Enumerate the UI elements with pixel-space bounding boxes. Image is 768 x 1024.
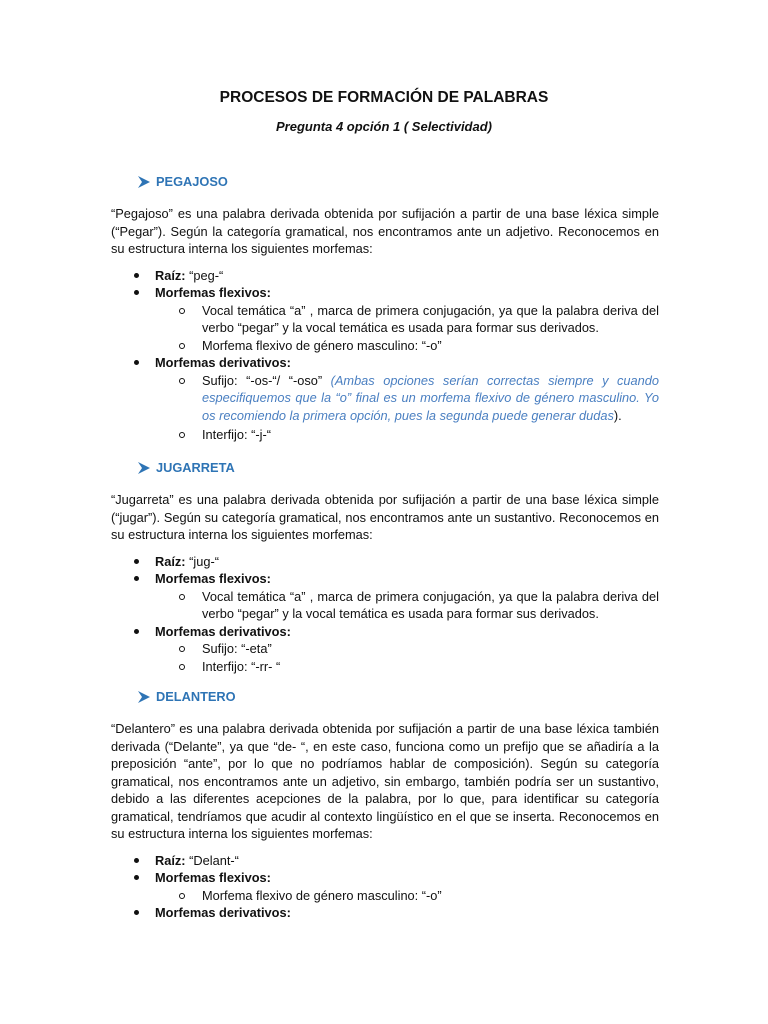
bullet-icon: [134, 858, 139, 863]
list-item-raiz: Raíz: “peg-“: [111, 267, 659, 285]
sublist-item: Morfema flexivo de género masculino: “-o”: [111, 337, 659, 355]
sublist-item-interfijo: Interfijo: “-j-“: [111, 426, 659, 444]
list-item-derivativos: Morfemas derivativos:: [111, 623, 659, 641]
sublist-item: Vocal temática “a” , marca de primera conjugación, ya que la palabra deriva del verbo “pegar” y la vocal temática es usada para formar sus derivados.: [111, 302, 659, 337]
section-heading-text: JUGARRETA: [156, 460, 235, 476]
list-item-flexivos: Morfemas flexivos:: [111, 869, 659, 887]
sufijo-note: (Ambas opciones serían correctas siempre y cuando especifiquemos que la “o” final es un morfema flexivo de género masculino. Yo os recomiendo la primera opción, pues la segunda puede generar dudas: [202, 372, 659, 423]
bullet-icon: [134, 360, 139, 365]
section-heading: [135, 459, 659, 477]
section-delantero: [111, 688, 659, 922]
morpheme-list: [111, 852, 659, 922]
section-paragraph: “Delantero” es una palabra derivada obtenida por sufijación a partir de una base léxica también derivada (“Delante”, ya que “de- “, en este caso, funciona como un prefijo que se añadiría a la preposición “ante”, por lo que no podríamos hablar de composición). Según su categoría gramatical, nos encontramos ante un adjetivo, sin embargo, también podría ser un sustantivo, debido a las diferentes acepciones de la palabra, por lo que, para identificar su categoría gramatical, tendríamos que acudir al contexto lingüístico en el que se inserta. Reconocemos en su estructura interna los siguientes morfemas:: [111, 721, 659, 841]
sublist-item-interfijo: Interfijo: “-rr- “: [111, 658, 659, 676]
circle-bullet-icon: [179, 432, 185, 438]
section-heading: [135, 688, 659, 706]
arrowhead-bullet-icon: [135, 175, 153, 189]
section-paragraph: “Jugarreta” es una palabra derivada obtenida por sufijación a partir de una base léxica simple (“jugar”). Según su categoría gramatical, nos encontramos ante un sustantivo. Reconocemos en su estructura interna los siguientes morfemas:: [111, 492, 659, 542]
document-title: PROCESOS DE FORMACIÓN DE PALABRAS: [219, 89, 549, 106]
arrowhead-bullet-icon: [135, 461, 153, 475]
bullet-icon: [134, 273, 139, 278]
list-item-raiz: Raíz: “Delant-“: [111, 852, 659, 870]
bullet-icon: [134, 576, 139, 581]
bullet-icon: [134, 875, 139, 880]
circle-bullet-icon: [179, 594, 185, 600]
list-item-derivativos: Morfemas derivativos:: [111, 904, 659, 922]
bullet-icon: [134, 559, 139, 564]
list-item-flexivos: Morfemas flexivos:: [111, 570, 659, 588]
section-jugarreta: [111, 459, 659, 675]
bullet-icon: [134, 910, 139, 915]
sublist-item: Vocal temática “a” , marca de primera conjugación, ya que la palabra deriva del verbo “pegar” y la vocal temática es usada para formar sus derivados.: [111, 588, 659, 623]
circle-bullet-icon: [179, 893, 185, 899]
list-item-derivativos: Morfemas derivativos:: [111, 354, 659, 372]
section-paragraph: “Pegajoso” es una palabra derivada obtenida por sufijación a partir de una base léxica simple (“Pegar”). Según la categoría gramatical, nos encontramos ante un adjetivo. Reconocemos en su estructura interna los siguientes morfemas:: [111, 206, 659, 256]
list-item-raiz: Raíz: “jug-“: [111, 553, 659, 571]
circle-bullet-icon: [179, 378, 185, 384]
circle-bullet-icon: [179, 646, 185, 652]
sublist-item-sufijo: Sufijo: “-os-“/ “-oso” (Ambas opciones serían correctas siempre y cuando especifiquemos que la “o” final es un morfema flexivo de género masculino. Yo os recomiendo la primera opción, pues la segunda puede generar dudas).: [111, 372, 659, 425]
section-heading-text: DELANTERO: [156, 689, 236, 705]
circle-bullet-icon: [179, 664, 185, 670]
section-heading: [135, 173, 659, 191]
morpheme-list: [111, 553, 659, 676]
circle-bullet-icon: [179, 308, 185, 314]
bullet-icon: [134, 629, 139, 634]
morpheme-list: [111, 267, 659, 444]
bullet-icon: [134, 290, 139, 295]
section-heading-text: PEGAJOSO: [156, 174, 228, 190]
document-subtitle: Pregunta 4 opción 1 ( Selectividad): [276, 119, 492, 134]
circle-bullet-icon: [179, 343, 185, 349]
section-pegajoso: [111, 173, 659, 444]
sublist-item-sufijo: Sufijo: “-eta”: [111, 640, 659, 658]
arrowhead-bullet-icon: [135, 690, 153, 704]
list-item-flexivos: Morfemas flexivos:: [111, 284, 659, 302]
sublist-item: Morfema flexivo de género masculino: “-o”: [111, 887, 659, 905]
